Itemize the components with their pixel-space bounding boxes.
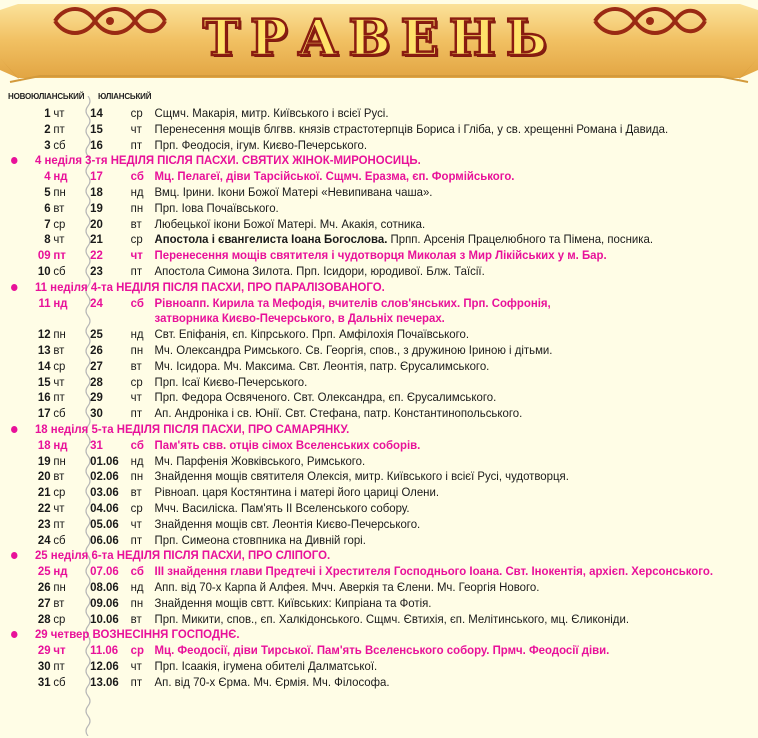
bullet-icon <box>11 284 17 291</box>
day-text <box>155 501 410 517</box>
julian-date: 12.06 <box>90 658 119 673</box>
julian-weekday: пт <box>130 406 143 421</box>
julian-date: 15 <box>90 121 103 136</box>
julian-date: 11.06 <box>90 643 119 658</box>
new-weekday: ср <box>53 611 66 626</box>
new-date: 8 <box>44 232 51 247</box>
commemoration-text: Ап. від 70-х Єрма. Мч. Єрмія. Мч. Філософа. <box>154 674 390 689</box>
day-text <box>155 106 389 122</box>
new-date: 13 <box>37 342 51 357</box>
bullet-icon <box>11 552 17 559</box>
julian-weekday: сб <box>130 437 144 452</box>
commemoration-text: Апп. від 70-х Карпа й Алфея. Мчч. Аверкія та Єлени. Мч. Георгія Нового. <box>154 579 540 594</box>
julian-date: 18 <box>90 184 103 199</box>
julian-date: 27 <box>90 358 103 373</box>
new-date: 1 <box>44 106 51 120</box>
julian-weekday: пн <box>130 200 144 215</box>
julian-weekday: пт <box>130 263 143 278</box>
julian-weekday: сб <box>130 169 144 184</box>
day-row <box>0 517 697 533</box>
new-weekday: пн <box>53 184 66 199</box>
sunday-header-row <box>0 548 697 564</box>
julian-date: 30 <box>90 406 103 421</box>
julian-header: ЮЛІАНСЬКИЙ <box>98 92 152 101</box>
day-text <box>155 580 540 596</box>
julian-date: 05.06 <box>90 516 119 531</box>
feast-row <box>0 438 697 454</box>
new-weekday: вт <box>53 342 65 357</box>
new-weekday: нд <box>53 564 68 579</box>
julian-date: 25 <box>90 327 103 342</box>
commemoration-text: Прп. Іова Почаївського. <box>154 200 279 215</box>
julian-weekday: чт <box>130 248 143 263</box>
julian-date: 08.06 <box>90 579 119 594</box>
new-date: 29 <box>37 643 51 658</box>
commemoration-text: Сщмч. Макарія, митр. Київського і всієї Русі. <box>154 106 389 120</box>
new-date: 19 <box>37 453 51 468</box>
new-weekday: сб <box>53 532 66 547</box>
commemoration-text: Мч. Ісидора. Мч. Максима. Свт. Леонтія, патр. Єрусалимського. <box>154 358 490 373</box>
calendar-list <box>0 106 758 690</box>
day-row <box>0 659 697 675</box>
new-weekday: сб <box>53 674 66 689</box>
new-weekday: нд <box>53 169 68 184</box>
ornament-right-icon <box>590 0 710 42</box>
commemoration-text: Рівноап. царя Костянтина і матері його цариці Олени. <box>154 485 440 500</box>
day-text <box>155 390 497 406</box>
commemoration-text: Мц. Пелагеї, діви Тарсійської. Сщмч. Еразма, єп. Формійського. <box>154 169 515 184</box>
julian-weekday: пн <box>130 595 144 610</box>
new-weekday: сб <box>53 263 66 278</box>
commemoration-text: ІІІ знайдення глави Предтечі і Хрестителя Господнього Іоана. Свт. Інокентія, архієп. Херсонського. <box>154 564 713 579</box>
new-weekday: пт <box>53 121 65 136</box>
day-row <box>0 138 697 154</box>
new-weekday: ср <box>53 358 66 373</box>
commemoration-text: Прп. Ісаї Києво-Печерського. <box>154 374 308 389</box>
julian-weekday: пт <box>130 137 143 152</box>
new-date: 11 <box>38 295 51 310</box>
julian-date: 01.06 <box>90 453 119 468</box>
day-text <box>155 533 366 549</box>
new-date: 15 <box>37 374 51 389</box>
day-text <box>155 612 629 628</box>
commemoration-text: Мч. Олександра Римського. Св. Георгія, спов., з дружиною Іриною і дітьми. <box>154 342 553 357</box>
julian-date: 10.06 <box>90 611 119 626</box>
new-weekday: нд <box>53 437 68 452</box>
day-row <box>0 185 697 201</box>
commemoration-text: Вмц. Ірини. Ікони Божої Матері «Невипивана чаша». <box>154 184 433 199</box>
sunday-title: 25 неділя 6-та НЕДІЛЯ ПІСЛЯ ПАСХИ, ПРО СЛІПОГО. <box>34 548 331 563</box>
new-style-header: НОВОЮЛІАНСЬКИЙ <box>8 92 85 101</box>
new-date: 27 <box>37 595 51 610</box>
julian-weekday: сб <box>130 564 144 579</box>
julian-date: 31 <box>90 437 103 452</box>
new-weekday: чт <box>53 374 65 389</box>
new-date: 23 <box>37 516 51 531</box>
commemoration-text: Прп. Ісаакія, ігумена обителі Далматської. <box>154 658 378 673</box>
day-text <box>155 343 553 359</box>
new-date: 22 <box>37 500 51 515</box>
commemoration-text: Свт. Епіфанія, єп. Кіпрського. Прп. Амфілохія Почаївського. <box>154 327 470 342</box>
new-weekday: нд <box>53 295 68 310</box>
day-text <box>155 217 426 233</box>
day-row <box>0 217 697 233</box>
commemoration-text: Прп. Симеона стовпника на Дивній горі. <box>154 532 366 547</box>
commemoration-text: Любецької ікони Божої Матері. Мч. Акакія, сотника. <box>154 216 426 231</box>
day-text <box>155 517 421 533</box>
commemoration-text: Прп. Феодосія, ігум. Києво-Печерського. <box>154 137 368 152</box>
day-text <box>155 248 607 264</box>
new-weekday: пн <box>53 579 66 594</box>
julian-date: 29 <box>90 390 103 405</box>
new-date: 10 <box>37 263 51 278</box>
julian-weekday: ср <box>130 500 143 515</box>
new-date: 21 <box>37 485 51 500</box>
day-text <box>155 406 523 422</box>
day-text <box>155 264 485 280</box>
julian-weekday: вт <box>130 485 142 500</box>
new-weekday: пн <box>53 453 66 468</box>
day-text <box>155 138 367 154</box>
day-text <box>155 296 551 312</box>
day-row <box>0 232 697 248</box>
day-text <box>155 232 653 248</box>
feast-row <box>0 169 697 185</box>
feast-text: затворника Києво-Печерського, в Дальніх печерах. <box>154 311 445 326</box>
new-weekday: вт <box>53 595 65 610</box>
day-text <box>155 122 669 138</box>
julian-date: 14 <box>90 106 103 120</box>
julian-weekday: чт <box>130 658 142 673</box>
new-date: 30 <box>37 658 51 673</box>
day-row <box>0 675 697 691</box>
julian-weekday: вт <box>130 611 142 626</box>
julian-date: 28 <box>90 374 103 389</box>
commemoration-text: Прп. Микити, спов., єп. Халкідонського. Сщмч. Євтихія, єп. Мелітинського, мц. Єликоніди. <box>154 611 629 626</box>
julian-date: 06.06 <box>90 532 119 547</box>
julian-weekday: сб <box>130 295 144 310</box>
day-text <box>155 185 433 201</box>
ornament-left-icon <box>50 0 170 42</box>
julian-weekday: ср <box>130 643 144 658</box>
day-row <box>0 106 697 122</box>
feast-row <box>0 296 697 312</box>
bullet-icon <box>11 426 17 433</box>
day-row <box>0 327 697 343</box>
new-weekday: пн <box>53 327 66 342</box>
new-date: 14 <box>37 358 51 373</box>
new-weekday: сб <box>53 137 66 152</box>
month-banner <box>0 0 758 90</box>
new-date: 16 <box>37 390 51 405</box>
julian-date: 20 <box>90 216 103 231</box>
day-row <box>0 501 697 517</box>
new-weekday: сб <box>53 406 66 421</box>
julian-weekday: чт <box>130 516 142 531</box>
day-text <box>155 469 569 485</box>
new-date: 20 <box>37 469 51 484</box>
new-date: 09 <box>37 248 51 263</box>
commemoration-text: Прп. Федора Освяченого. Свт. Олександра, єп. Єрусалимського. <box>154 390 497 405</box>
new-date: 26 <box>37 579 51 594</box>
day-row <box>0 375 697 391</box>
julian-date: 19 <box>90 200 103 215</box>
day-row <box>0 612 697 628</box>
sunday-header-row <box>0 422 697 438</box>
bullet-icon <box>11 157 17 164</box>
sunday-header-row <box>0 627 697 643</box>
julian-weekday: ср <box>130 106 143 120</box>
day-text <box>155 564 713 580</box>
julian-weekday: вт <box>130 216 142 231</box>
julian-date: 07.06 <box>90 564 119 579</box>
new-weekday: чт <box>53 106 65 120</box>
day-row <box>0 122 697 138</box>
day-row <box>0 454 697 470</box>
new-weekday: чт <box>53 500 65 515</box>
julian-weekday: ср <box>130 374 143 389</box>
julian-date: 21 <box>90 232 103 247</box>
day-text <box>155 169 515 185</box>
new-weekday: пт <box>53 658 65 673</box>
new-date: 28 <box>37 611 51 626</box>
bullet-icon <box>11 631 17 638</box>
new-weekday: ср <box>53 485 66 500</box>
julian-weekday: пн <box>130 342 144 357</box>
new-date: 2 <box>44 121 51 136</box>
day-text <box>155 438 421 454</box>
new-weekday: вт <box>53 200 65 215</box>
julian-date: 04.06 <box>90 500 119 515</box>
new-weekday: чт <box>53 232 65 247</box>
day-text <box>155 659 378 675</box>
julian-weekday: вт <box>130 358 142 373</box>
julian-weekday: чт <box>130 121 142 136</box>
day-row <box>0 580 697 596</box>
day-text <box>155 375 308 391</box>
sunday-title: 4 неділя 3-тя НЕДІЛЯ ПІСЛЯ ПАСХИ. СВЯТИХ ЖІНОК-МИРОНОСИЦЬ. <box>34 153 421 168</box>
day-row <box>0 485 697 501</box>
new-weekday: пт <box>53 390 65 405</box>
commemoration-text: Прпп. Арсенія Працелюбного та Пімена, посника. <box>387 232 654 247</box>
day-text <box>155 675 390 691</box>
day-text <box>155 485 439 501</box>
new-weekday: вт <box>53 469 65 484</box>
day-text <box>155 359 490 375</box>
julian-date: 09.06 <box>90 595 119 610</box>
julian-weekday: нд <box>130 579 144 594</box>
commemoration-text: Мц. Феодосії, діви Тирської. Пам'ять Вселенського собору. Прмч. Феодосії діви. <box>154 643 610 658</box>
new-date: 12 <box>37 327 51 342</box>
sunday-header-row <box>0 153 697 169</box>
new-weekday: ср <box>53 216 66 231</box>
sunday-title: 29 четвер ВОЗНЕСІННЯ ГОСПОДНЄ. <box>34 627 240 642</box>
feast-row <box>0 643 697 659</box>
new-date: 5 <box>44 184 51 199</box>
day-row <box>0 201 697 217</box>
new-date: 7 <box>44 216 51 231</box>
commemoration-text: Апостола Симона Зилота. Прп. Ісидори, юродивої. Блж. Таїсії. <box>154 263 485 278</box>
commemoration-text: Ап. Андроніка і св. Юнії. Свт. Стефана, патр. Константинопольського. <box>154 406 523 421</box>
julian-date: 17 <box>90 169 103 184</box>
julian-date: 26 <box>90 342 103 357</box>
commemoration-text: Знайдення мощів свтт. Київських: Кипріана та Фотія. <box>154 595 432 610</box>
day-row <box>0 390 697 406</box>
commemoration-text: Мч. Парфенія Жовківського, Римського. <box>154 453 366 468</box>
new-weekday: чт <box>53 643 66 658</box>
commemoration-text: Перенесення мощів святителя і чудотворця Миколая з Мир Лікійських у м. Бар. <box>154 248 607 263</box>
julian-weekday: нд <box>130 327 144 342</box>
new-date: 24 <box>37 532 51 547</box>
day-text <box>155 201 279 217</box>
julian-date: 22 <box>90 248 103 263</box>
new-date: 3 <box>44 137 51 152</box>
new-date: 31 <box>37 674 51 689</box>
month-title: ТРАВЕНЬ <box>202 8 558 67</box>
day-row <box>0 533 697 549</box>
commemoration-text: Знайдення мощів святителя Олексія, митр. Київського і всієї Русі, чудотворця. <box>154 469 569 484</box>
commemoration-text: Рівноапп. Кирила та Мефодія, вчителів слов'янських. Прп. Софронія, <box>154 295 551 310</box>
julian-date: 13.06 <box>90 674 119 689</box>
commemoration-text: Знайдення мощів свт. Леонтія Києво-Печерського. <box>154 516 421 531</box>
day-row <box>0 469 697 485</box>
day-text <box>155 643 610 659</box>
julian-date: 16 <box>90 137 103 152</box>
day-text <box>155 454 366 470</box>
julian-date: 23 <box>90 263 103 278</box>
julian-weekday: ср <box>130 232 143 247</box>
day-text <box>155 327 469 343</box>
feast-continuation-row <box>0 311 697 327</box>
day-row <box>0 264 697 280</box>
julian-weekday: пн <box>130 469 144 484</box>
commemoration-text: Перенесення мощів блгвв. князів страстотерпців Бориса і Гліба, у св. хрещенні Романа і Давида. <box>154 121 669 136</box>
new-weekday: пт <box>53 248 66 263</box>
day-row <box>0 596 697 612</box>
julian-weekday: пт <box>130 674 143 689</box>
julian-weekday: пт <box>130 532 143 547</box>
new-date: 25 <box>37 564 51 579</box>
julian-date: 03.06 <box>90 485 119 500</box>
julian-date: 02.06 <box>90 469 119 484</box>
new-weekday: пт <box>53 516 65 531</box>
commemoration-text: Мчч. Василіска. Пам'ять ІІ Вселенського собору. <box>154 500 410 515</box>
feast-row <box>0 564 713 580</box>
new-date: 4 <box>44 169 51 184</box>
julian-weekday: нд <box>130 453 144 468</box>
bold-feast: Апостола і євангелиста Іоана Богослова. <box>154 232 388 247</box>
julian-date: 24 <box>90 295 103 310</box>
new-date: 6 <box>44 200 51 215</box>
new-date: 17 <box>37 406 51 421</box>
sunday-header-row <box>0 280 697 296</box>
commemoration-text: Пам'ять свв. отців сімох Вселенських соборів. <box>154 437 421 452</box>
julian-weekday: нд <box>130 184 144 199</box>
sunday-title: 18 неділя 5-та НЕДІЛЯ ПІСЛЯ ПАСХИ, ПРО САМАРЯНКУ. <box>34 421 350 436</box>
day-row <box>0 406 697 422</box>
feast-row <box>0 248 697 264</box>
day-row <box>0 343 697 359</box>
sunday-title: 11 неділя 4-та НЕДІЛЯ ПІСЛЯ ПАСХИ, ПРО ПАРАЛІЗОВАНОГО. <box>34 279 385 294</box>
julian-weekday: чт <box>130 390 142 405</box>
new-date: 18 <box>37 437 51 452</box>
day-row <box>0 359 697 375</box>
day-text <box>155 596 432 612</box>
